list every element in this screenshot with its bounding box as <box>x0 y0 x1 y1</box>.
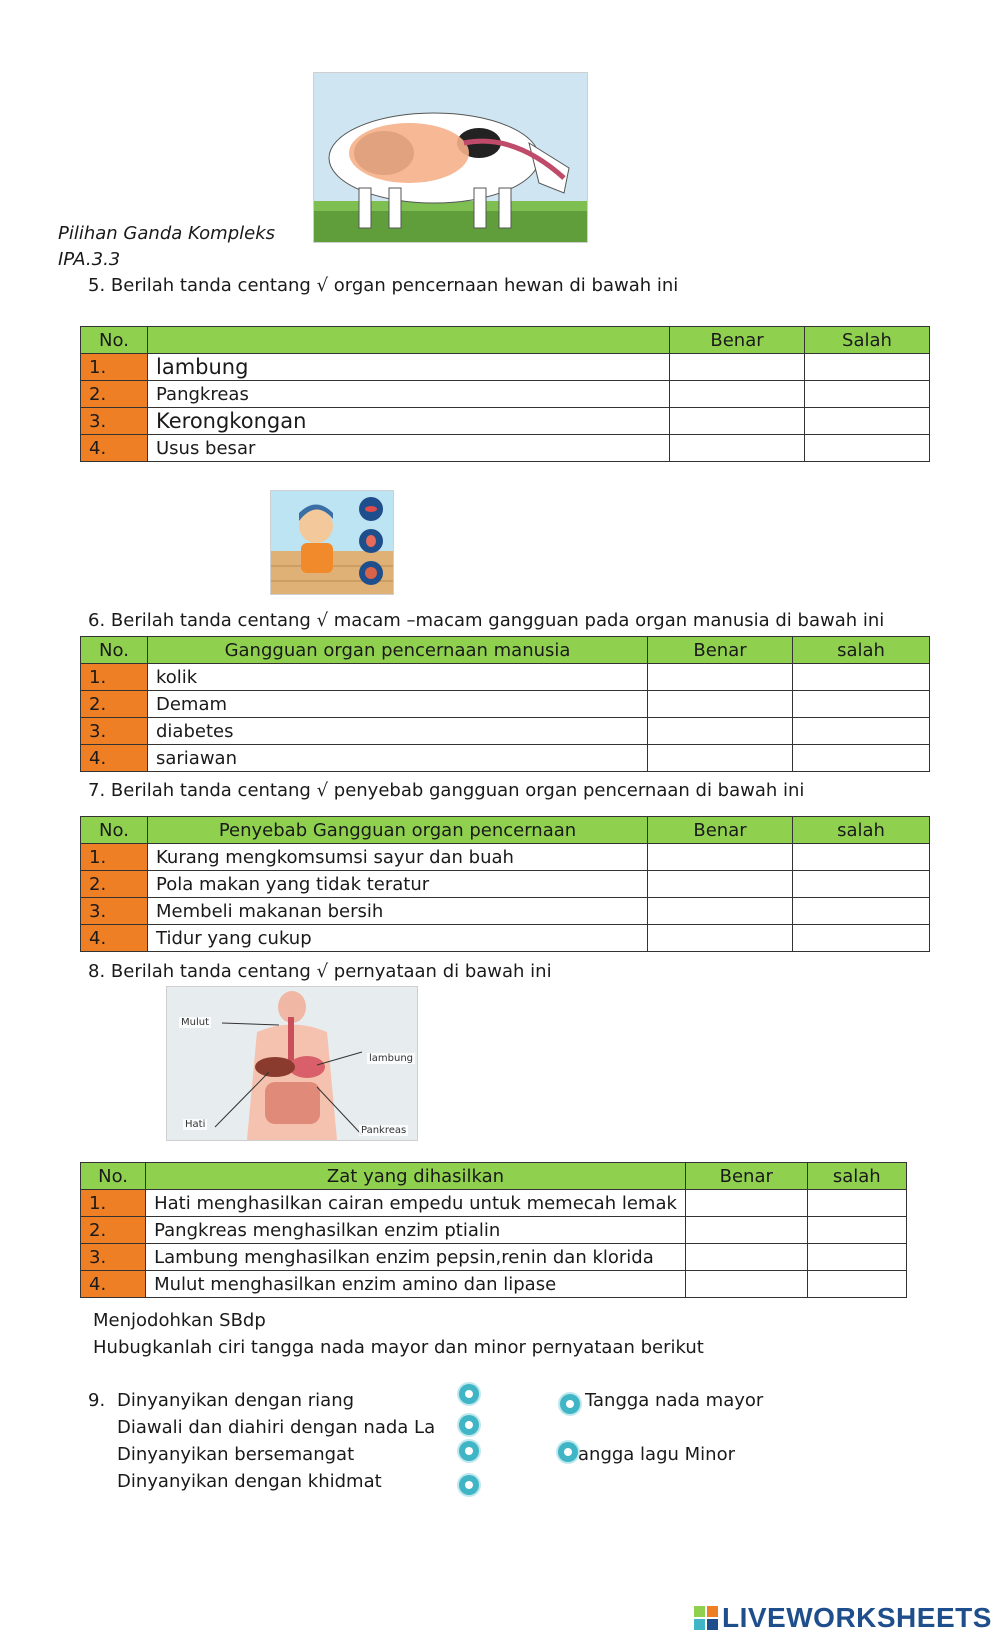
table-row <box>81 718 930 745</box>
row-number: 4. <box>81 925 148 952</box>
col-item-header: Penyebab Gangguan organ pencernaan <box>148 817 648 844</box>
salah-checkbox-cell[interactable] <box>805 354 930 381</box>
col-no-header: No. <box>81 637 148 664</box>
salah-checkbox-cell[interactable] <box>805 381 930 408</box>
salah-checkbox-cell[interactable] <box>805 435 930 462</box>
question-8-table <box>80 1162 907 1298</box>
benar-checkbox-cell[interactable] <box>685 1271 807 1298</box>
row-text: Kerongkongan <box>148 408 670 435</box>
salah-checkbox-cell[interactable] <box>793 925 930 952</box>
row-text: lambung <box>148 354 670 381</box>
row-number: 2. <box>81 381 148 408</box>
table-header-row <box>81 817 930 844</box>
benar-checkbox-cell[interactable] <box>648 871 793 898</box>
table-row <box>81 354 930 381</box>
row-text: Mulut menghasilkan enzim amino dan lipase <box>146 1271 686 1298</box>
question-5-table <box>80 326 930 462</box>
row-number: 3. <box>81 1244 146 1271</box>
boy-illustration <box>271 491 393 594</box>
salah-checkbox-cell[interactable] <box>793 871 930 898</box>
table-row <box>81 898 930 925</box>
table-row <box>81 435 930 462</box>
salah-checkbox-cell[interactable] <box>807 1271 906 1298</box>
cow-illustration <box>314 73 587 242</box>
row-text: Membeli makanan bersih <box>148 898 648 925</box>
benar-checkbox-cell[interactable] <box>648 691 793 718</box>
benar-checkbox-cell[interactable] <box>670 354 805 381</box>
row-number: 4. <box>81 745 148 772</box>
benar-checkbox-cell[interactable] <box>648 745 793 772</box>
row-text: Pangkreas <box>148 381 670 408</box>
match-left-item-2: Diawali dan diahiri dengan nada La <box>117 1417 436 1438</box>
match-right-connector-2[interactable] <box>558 1442 578 1462</box>
question-9-number: 9. <box>88 1390 106 1411</box>
table-row <box>81 871 930 898</box>
human-digestive-system-image <box>166 986 418 1141</box>
table-row <box>81 925 930 952</box>
row-number: 2. <box>81 871 148 898</box>
match-left-connector-3[interactable] <box>459 1441 479 1461</box>
salah-checkbox-cell[interactable] <box>807 1244 906 1271</box>
match-left-item-3: Dinyanyikan bersemangat <box>117 1444 355 1465</box>
table-row <box>81 381 930 408</box>
match-left-item-4: Dinyanyikan dengan khidmat <box>117 1471 382 1492</box>
benar-checkbox-cell[interactable] <box>648 898 793 925</box>
salah-checkbox-cell[interactable] <box>793 718 930 745</box>
row-text: Tidur yang cukup <box>148 925 648 952</box>
match-right-item-2: angga lagu Minor <box>578 1444 735 1465</box>
salah-checkbox-cell[interactable] <box>793 844 930 871</box>
match-left-connector-1[interactable] <box>459 1384 479 1404</box>
row-text: sariawan <box>148 745 648 772</box>
match-left-item-1: Dinyanyikan dengan riang <box>117 1390 355 1411</box>
table-row <box>81 691 930 718</box>
col-no-header: No. <box>81 327 148 354</box>
benar-checkbox-cell[interactable] <box>670 408 805 435</box>
row-number: 3. <box>81 718 148 745</box>
benar-checkbox-cell[interactable] <box>685 1217 807 1244</box>
row-number: 2. <box>81 691 148 718</box>
liveworksheets-icon <box>694 1606 718 1630</box>
table-row <box>81 664 930 691</box>
row-text: Kurang mengkomsumsi sayur dan buah <box>148 844 648 871</box>
table-row <box>81 844 930 871</box>
matching-heading: Menjodohkan SBdp <box>93 1310 266 1331</box>
col-item-header: Gangguan organ pencernaan manusia <box>148 637 648 664</box>
row-text: Demam <box>148 691 648 718</box>
col-benar-header: Benar <box>670 327 805 354</box>
salah-checkbox-cell[interactable] <box>793 664 930 691</box>
row-number: 2. <box>81 1217 146 1244</box>
row-text: Pangkreas menghasilkan enzim ptialin <box>146 1217 686 1244</box>
benar-checkbox-cell[interactable] <box>685 1190 807 1217</box>
row-number: 3. <box>81 408 148 435</box>
cow-digestion-image <box>313 72 588 243</box>
question-8-text: 8. Berilah tanda centang √ pernyataan di bawah ini <box>88 961 552 982</box>
match-right-connector-1[interactable] <box>560 1394 580 1414</box>
table-row <box>81 408 930 435</box>
col-no-header: No. <box>81 1163 146 1190</box>
table-row <box>81 1244 907 1271</box>
match-right-item-1: Tangga nada mayor <box>585 1390 764 1411</box>
salah-checkbox-cell[interactable] <box>793 898 930 925</box>
salah-checkbox-cell[interactable] <box>807 1217 906 1244</box>
col-benar-header: Benar <box>648 817 793 844</box>
question-7-text: 7. Berilah tanda centang √ penyebab gangguan organ pencernaan di bawah ini <box>88 780 805 801</box>
row-text: diabetes <box>148 718 648 745</box>
section-type-label: Pilihan Ganda Kompleks <box>58 223 276 244</box>
salah-checkbox-cell[interactable] <box>793 691 930 718</box>
figure-label-mulut: Mulut <box>181 1017 210 1028</box>
table-header-row <box>81 327 930 354</box>
row-number: 1. <box>81 1190 146 1217</box>
brand-name: LIVEWORKSHEETS <box>722 1602 992 1633</box>
salah-checkbox-cell[interactable] <box>805 408 930 435</box>
figure-label-lambung: lambung <box>369 1053 414 1064</box>
benar-checkbox-cell[interactable] <box>648 664 793 691</box>
col-item-header <box>148 327 670 354</box>
table-header-row <box>81 1163 907 1190</box>
table-row <box>81 1271 907 1298</box>
row-text: kolik <box>148 664 648 691</box>
table-row <box>81 1217 907 1244</box>
table-row <box>81 745 930 772</box>
row-number: 4. <box>81 435 148 462</box>
col-salah-header: salah <box>793 637 930 664</box>
row-number: 1. <box>81 354 148 381</box>
row-number: 3. <box>81 898 148 925</box>
col-salah-header: Salah <box>805 327 930 354</box>
benar-checkbox-cell[interactable] <box>670 381 805 408</box>
match-left-connector-4[interactable] <box>459 1475 479 1495</box>
row-number: 4. <box>81 1271 146 1298</box>
row-text: Pola makan yang tidak teratur <box>148 871 648 898</box>
col-benar-header: Benar <box>685 1163 807 1190</box>
col-no-header: No. <box>81 817 148 844</box>
col-benar-header: Benar <box>648 637 793 664</box>
benar-checkbox-cell[interactable] <box>670 435 805 462</box>
benar-checkbox-cell[interactable] <box>648 718 793 745</box>
benar-checkbox-cell[interactable] <box>685 1244 807 1271</box>
table-row <box>81 1190 907 1217</box>
benar-checkbox-cell[interactable] <box>648 925 793 952</box>
match-left-connector-2[interactable] <box>459 1415 479 1435</box>
col-salah-header: salah <box>793 817 930 844</box>
table-header-row <box>81 637 930 664</box>
salah-checkbox-cell[interactable] <box>793 745 930 772</box>
row-number: 1. <box>81 664 148 691</box>
figure-label-hati: Hati <box>185 1119 206 1130</box>
row-text: Hati menghasilkan cairan empedu untuk memecah lemak <box>146 1190 686 1217</box>
question-7-table <box>80 816 930 952</box>
benar-checkbox-cell[interactable] <box>648 844 793 871</box>
matching-instruction: Hubugkanlah ciri tangga nada mayor dan minor pernyataan berikut <box>93 1337 704 1358</box>
question-6-text: 6. Berilah tanda centang √ macam –macam gangguan pada organ manusia di bawah ini <box>88 610 885 631</box>
row-text: Lambung menghasilkan enzim pepsin,renin dan klorida <box>146 1244 686 1271</box>
col-salah-header: salah <box>807 1163 906 1190</box>
row-text: Usus besar <box>148 435 670 462</box>
liveworksheets-logo <box>694 1602 992 1634</box>
subject-code-label: IPA.3.3 <box>58 249 121 270</box>
salah-checkbox-cell[interactable] <box>807 1190 906 1217</box>
stomach-ache-boy-image <box>270 490 394 595</box>
row-number: 1. <box>81 844 148 871</box>
question-6-table <box>80 636 930 772</box>
col-item-header: Zat yang dihasilkan <box>146 1163 686 1190</box>
question-5-text: 5. Berilah tanda centang √ organ pencernaan hewan di bawah ini <box>88 275 679 296</box>
figure-label-pankreas: Pankreas <box>361 1125 407 1136</box>
